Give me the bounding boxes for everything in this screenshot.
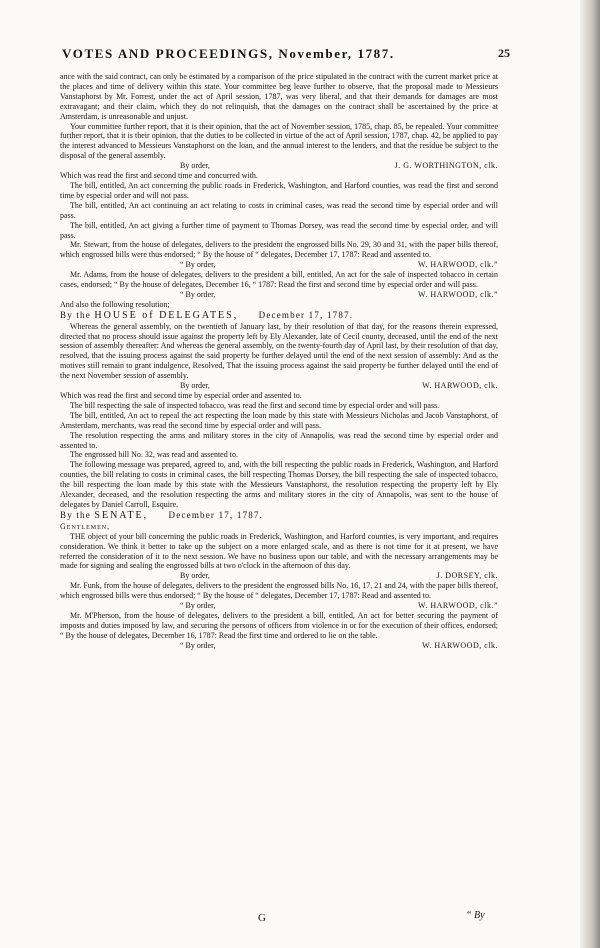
section-heading (60, 511, 498, 521)
paragraph: Your committee further report, that it is their opinion, that the act of November session, 1785, chap. 85, be repealed. Your committee further report, that it is their opinion, that the duties to be collected in virtue of the act of April session, 1787, chap. 42, be applied to pay the interest advanced to Messieurs Vanstaphorst on the loan, and the annual interest to the lenders, and that the residue be subject to the disposal of the general assembly. (60, 121, 498, 161)
page-header (62, 46, 510, 62)
heading-big: HOUSE of DELEGATES, (94, 309, 239, 321)
paragraph: The bill, entitled, An act concerning the public roads in Frederick, Washington, and Harford counties, was read the first and second time by especial order and will not pass. (60, 180, 498, 200)
signature-line (60, 571, 498, 581)
paragraph: The bill, entitled, An act to repeal the act respecting the loan made by this state with Messieurs Nicholas and Jacob Vanstaphorst, of Amsterdam, merchants, was read the second time by especial order and will pass. (60, 410, 498, 430)
salutation: Gentlemen, (60, 521, 111, 531)
section-heading (60, 311, 498, 321)
by-order-label: By order, (180, 381, 210, 391)
signature-line (60, 381, 498, 391)
paragraph: Mr. Adams, from the house of delegates, delivers to the president a bill, entitled, An act for the sale of inspected tobacco in certain cases, endorsed; “ By the house of delegates, December 16, “ 1787: Read the first and second time by especial order and will pass. (60, 270, 498, 290)
paragraph: The bill, entitled, An act giving a further time of payment to Thomas Dorsey, was read the second time by especial order, and will pass. (60, 220, 498, 240)
signature-line (60, 601, 498, 611)
document-body (60, 72, 498, 651)
by-order-label: “ By order, (180, 601, 216, 611)
by-order-label: By order, (180, 161, 210, 171)
paragraph: ance with the said contract, can only be estimated by a comparison of the price stipulated in the contract with the current market price at the places and time of delivery within this state. Your committee beg leave further to observe, that the proposal made to Messieurs Vanstaphorst by Mr. Forrest, under the act of April session, 1787, was very liberal, and that their demands for damages are most extravagant; and their claim, which they do not relinquish, that the damages on the contract shall be ascertained by the price at Amsterdam, is unreasonable and unjust. (60, 72, 498, 121)
paragraph: Mr. M'Pherson, from the house of delegates, delivers to the president a bill, entitled, An act for better securing the payment of imposts and duties imposed by law, and securing the persons of officers from violence in or for the execution of their offices, endorsed; “ By the house of delegates, December 16, 1787: Read the first time and ordered to lie on the table. (60, 610, 498, 640)
clerk-signature: J. DORSEY, clk. (436, 571, 498, 581)
signature-mark: G (258, 912, 266, 924)
clerk-signature: W. HARWOOD, clk. (422, 381, 498, 391)
heading-pre: By the (60, 309, 91, 320)
signature-line (60, 161, 498, 171)
clerk-signature: W. HARWOOD, clk. (422, 640, 498, 650)
by-order-label: “ By order, (180, 640, 216, 650)
scan-edge-shadow (580, 0, 600, 948)
paragraph: The bill, entitled, An act continuing an act relating to costs in criminal cases, was read the second time by especial order and will pass. (60, 200, 498, 220)
clerk-signature: W. HARWOOD, clk.” (418, 289, 498, 299)
by-order-label: “ By order, (180, 289, 216, 299)
signature-line (60, 641, 498, 651)
paragraph: The resolution respecting the arms and military stores in the city of Annapolis, was read the second time by especial order and assented to. (60, 430, 498, 450)
paragraph: Which was read the first and second time and concurred with. (60, 171, 258, 181)
paragraph: THE object of your bill concerning the public roads in Frederick, Washington, and Harford counties, is very important, and requires consideration. We think it better to take up the subject on a more enlarged scale, and as there is not time for it at present, we have referred the consideration of it to the next session. We have no business upon our table, and with the necessary arrangements may be made for signing and sealing the engrossed bills at two o'clock in the afternoon of this day. (60, 531, 498, 571)
signature-line (60, 260, 498, 270)
signature-line (60, 290, 498, 300)
page-number: 25 (498, 46, 510, 60)
heading-big: SENATE, (94, 509, 149, 521)
by-order-label: “ By order, (180, 260, 216, 270)
paragraph: Whereas the general assembly, on the twentieth of January last, by their resolution of that day, for the reasons therein expressed, directed that no process should issue against the property left by Ely Alexander, late of Cecil county, deceased, until the end of the next session of assembly thereafter: And whereas the general assembly, on the twenty-fourth day of April last, by their resolution of that day, resolved, that the issuing process against the said property be further delayed until the end of the next session of assembly: And as the motives still remain to grant indulgence, Resolved, That the issuing process against the said property be further delayed until the end of the next November session of assembly. (60, 321, 498, 381)
clerk-signature: W. HARWOOD, clk.” (418, 260, 498, 270)
paragraph: And also the following resolution; (60, 299, 170, 309)
paragraph: Which was read the first and second time by especial order and assented to. (60, 391, 302, 400)
catchword: “ By (466, 910, 485, 921)
paragraph: The engrossed bill No. 32, was read and assented to. (70, 450, 238, 460)
paragraph: Mr. Stewart, from the house of delegates, delivers to the president the engrossed bills No. 29, 30 and 31, with the paper bills thereof, which engrossed bills were thus endorsed; “ By the house of “ delegates, December 17, 1787: Read and assented to. (60, 240, 498, 260)
paragraph: The bill respecting the sale of inspected tobacco, was read the first and second time by especial order and will pass. (70, 400, 440, 410)
page-title: VOTES AND PROCEEDINGS, November, 1787. (62, 46, 395, 61)
by-order-label: By order, (180, 571, 210, 581)
paragraph: Mr. Funk, from the house of delegates, delivers to the president the engrossed bills No. 16, 17, 21 and 24, with the paper bills thereof, which engrossed bills were thus endorsed; “ By the house of “ delegates, December 17, 1787: Read and assented to. (60, 581, 498, 601)
clerk-signature: J. G. WORTHINGTON, clk. (394, 161, 498, 171)
paragraph: The following message was prepared, agreed to, and, with the bill respecting the public roads in Frederick, Washington, and Harford counties, the bill relating to costs in criminal cases, the bill respecting Thomas Dorsey, the bill respecting the sale of inspected tobacco, the bill respecting the loan made by this state with the Messieurs Vanstaphorst, the resolution respecting the property left by Ely Alexander, deceased, and the resolution respecting the arms and military stores in the city of Annapolis, was sent to the house of delegates by Daniel Carroll, Esquire. (60, 460, 498, 509)
heading-pre: By the (60, 509, 91, 520)
heading-date: December 17, 1787. (258, 309, 354, 320)
clerk-signature: W. HARWOOD, clk.” (418, 601, 498, 611)
heading-date: December 17, 1787. (168, 509, 264, 520)
